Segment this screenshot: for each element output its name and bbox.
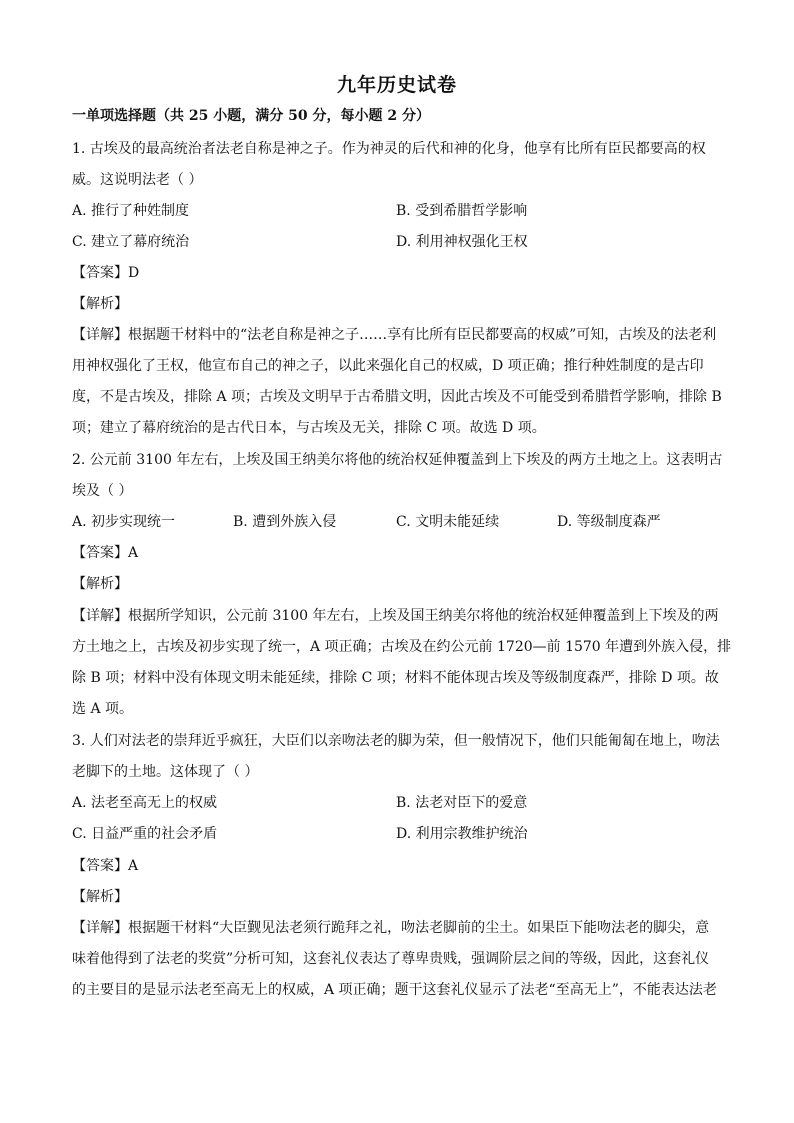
q1-analysis-label: 【解析】: [72, 296, 128, 312]
q2-option-d: D. 等级制度森严: [557, 514, 661, 530]
q1-option-c: C. 建立了幕府统治: [72, 234, 190, 250]
q3-option-a: A. 法老至高无上的权威: [72, 795, 218, 811]
q2-detail-line: 【详解】根据所学知识，公元前 3100 年左右，上埃及国王纳美尔将他的统治权延伸覆盖到上下埃及的两: [72, 608, 719, 624]
q3-stem-line2: 老脚下的土地。这体现了（ ）: [72, 764, 259, 780]
q3-option-c: C. 日益严重的社会矛盾: [72, 826, 218, 842]
q2-detail-line: 方土地之上，古埃及初步实现了统一，A 项正确；古埃及在约公元前 1720—前 1570 年遭到外族入侵，排: [72, 639, 732, 655]
q2-detail-line: 除 B 项；材料中没有体现文明未能延续，排除 C 项；材料不能体现古埃及等级制度森严，排除 D 项。故: [72, 670, 719, 686]
exam-title: 九年历史试卷: [336, 74, 457, 96]
q3-answer: 【答案】A: [72, 858, 139, 874]
q3-detail-line: 味着他得到了法老的奖赏”分析可知，这套礼仪表达了尊卑贵贱，强调阶层之间的等级，因此，这套礼仪: [72, 951, 710, 967]
q1-detail-line: 【详解】根据题干材料中的“法老自称是神之子……享有比所有臣民都要高的权威”可知，古埃及的法老利: [72, 327, 717, 343]
q2-option-a: A. 初步实现统一: [72, 514, 176, 530]
q2-stem-line1: 2. 公元前 3100 年左右，上埃及国王纳美尔将他的统治权延伸覆盖到上下埃及的两方土地之上。这表明古: [72, 452, 723, 468]
section-header: 一单项选择题（共 25 小题，满分 50 分，每小题 2 分）: [72, 108, 430, 124]
q1-answer: 【答案】D: [72, 265, 140, 281]
q3-option-b: B. 法老对臣下的爱意: [396, 795, 528, 811]
q1-option-a: A. 推行了种姓制度: [72, 203, 190, 219]
q1-option-d: D. 利用神权强化王权: [396, 234, 528, 250]
q2-stem-line2: 埃及（ ）: [72, 483, 133, 499]
q1-detail-line: 用神权强化了王权，他宣布自己的神之子，以此来强化自己的权威，D 项正确；推行种姓制度的是古印: [72, 358, 704, 374]
q2-answer: 【答案】A: [72, 545, 139, 561]
q2-option-b: B. 遭到外族入侵: [233, 514, 337, 530]
q3-analysis-label: 【解析】: [72, 889, 128, 905]
q1-stem-line2: 威。这说明法老（ ）: [72, 172, 203, 188]
q1-stem-line1: 1. 古埃及的最高统治者法老自称是神之子。作为神灵的后代和神的化身，他享有比所有臣民都要高的权: [72, 141, 706, 157]
q2-option-c: C. 文明未能延续: [396, 514, 500, 530]
q2-analysis-label: 【解析】: [72, 576, 128, 592]
q1-detail-line: 度，不是古埃及，排除 A 项；古埃及文明早于古希腊文明，因此古埃及不可能受到希腊哲学影响，排除 B: [72, 389, 722, 405]
q3-detail-line: 的主要目的是显示法老至高无上的权威，A 项正确；题干这套礼仪显示了法老“至高无上”，不能表达法老: [72, 982, 717, 998]
q3-option-d: D. 利用宗教维护统治: [396, 826, 528, 842]
q1-option-b: B. 受到希腊哲学影响: [396, 203, 528, 219]
q1-detail-line: 项；建立了幕府统治的是古代日本，与古埃及无关，排除 C 项。故选 D 项。: [72, 420, 546, 436]
q3-detail-line: 【详解】根据题干材料“大臣觐见法老须行跪拜之礼，吻法老脚前的尘土。如果臣下能吻法老的脚尖，意: [72, 920, 710, 936]
q2-detail-line: 选 A 项。: [72, 701, 134, 717]
q3-stem-line1: 3. 人们对法老的崇拜近乎疯狂，大臣们以亲吻法老的脚为荣，但一般情况下，他们只能匍匐在地上，吻法: [72, 733, 720, 749]
